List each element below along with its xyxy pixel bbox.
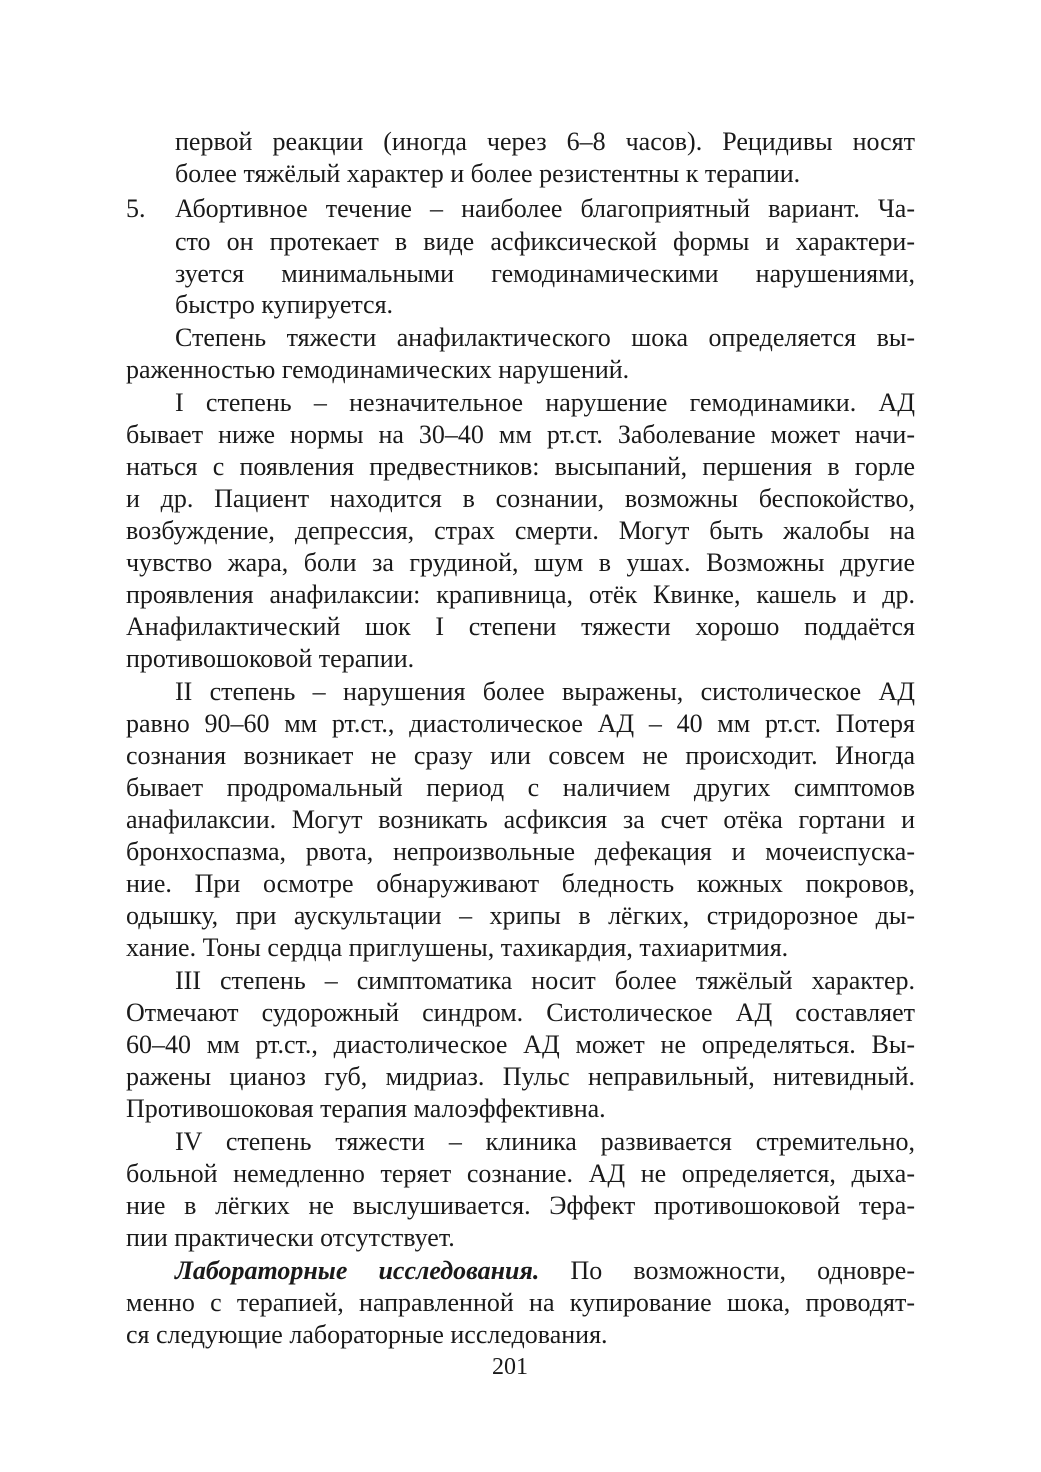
text-line: равно 90–60 мм рт.ст., диастолическое АД – 40 мм рт.ст. Потеря (126, 709, 915, 738)
text-line: противошоковой терапии. (126, 644, 415, 673)
page-number: 201 (492, 1354, 528, 1380)
text-line: ние в лёгких не выслушивается. Эффект противошоковой тера- (126, 1191, 915, 1220)
text-line: больной немедленно теряет сознание. АД не определяется, дыха- (126, 1159, 915, 1188)
text-run: По возможности, одновре- (539, 1256, 915, 1285)
text-line: ражены цианоз губ, мидриаз. Пульс неправильный, нитевидный. (126, 1062, 915, 1091)
text-line: сто он протекает в виде асфиксической формы и характери- (175, 227, 915, 256)
text-line: возбуждение, депрессия, страх смерти. Могут быть жалобы на (126, 516, 915, 545)
paragraph-first-line: I степень – незначительное нарушение гемодинамики. АД (175, 388, 915, 417)
text-line: наться с появления предвестников: высыпаний, першения в горле (126, 452, 915, 481)
text-line: бронхоспазма, рвота, непроизвольные дефекация и мочеиспуска- (126, 837, 915, 866)
text-line: анафилаксии. Могут возникать асфиксия за счет отёка гортани и (126, 805, 915, 834)
text-line: бывает ниже нормы на 30–40 мм рт.ст. Заболевание может начи- (126, 420, 915, 449)
text-line: Отмечают судорожный синдром. Систолическое АД составляет (126, 998, 915, 1027)
paragraph-first-line: Степень тяжести анафилактического шока определяется вы- (175, 323, 915, 352)
text-line: Противошоковая терапия малоэффективна. (126, 1094, 606, 1123)
section-heading: Лабораторные исследования. (175, 1256, 540, 1285)
text-line: более тяжёлый характер и более резистентны к терапии. (175, 159, 801, 188)
text-line: Абортивное течение – наиболее благоприятный вариант. Ча- (175, 194, 915, 223)
text-line: быстро купируется. (175, 290, 394, 319)
text-line: первой реакции (иногда через 6–8 часов). Рецидивы носят (175, 127, 915, 156)
text-line: бывает продромальный период с наличием других симптомов (126, 773, 915, 802)
text-line: хание. Тоны сердца приглушены, тахикардия, тахиаритмия. (126, 933, 789, 962)
text-line: пии практически отсутствует. (126, 1223, 455, 1252)
paragraph-first-line: II степень – нарушения более выражены, систолическое АД (175, 677, 915, 706)
text-line: сознания возникает не сразу или совсем не происходит. Иногда (126, 741, 915, 770)
text-line: проявления анафилаксии: крапивница, отёк Квинке, кашель и др. (126, 580, 915, 609)
text-line: 60–40 мм рт.ст., диастолическое АД может не определяться. Вы- (126, 1030, 915, 1059)
text-line: зуется минимальными гемодинамическими нарушениями, (175, 259, 915, 288)
paragraph-first-line: III степень – симптоматика носит более тяжёлый характер. (175, 966, 915, 995)
paragraph-first-line (175, 1255, 915, 1287)
text-line: одышку, при аускультации – хрипы в лёгких, стридорозное ды- (126, 901, 915, 930)
text-line: ние. При осмотре обнаруживают бледность кожных покровов, (126, 869, 915, 898)
paragraph-first-line: IV степень тяжести – клиника развивается стремительно, (175, 1127, 915, 1156)
text-line: раженностью гемодинамических нарушений. (126, 355, 630, 384)
text-line: Анафилактический шок I степени тяжести хорошо поддаётся (126, 612, 915, 641)
text-line: менно с терапией, направленной на купирование шока, проводят- (126, 1288, 915, 1317)
text-line: чувство жара, боли за грудиной, шум в ушах. Возможны другие (126, 548, 915, 577)
text-line: ся следующие лабораторные исследования. (126, 1320, 608, 1349)
text-line: и др. Пациент находится в сознании, возможны беспокойство, (126, 484, 915, 513)
list-item-number: 5. (126, 194, 146, 223)
